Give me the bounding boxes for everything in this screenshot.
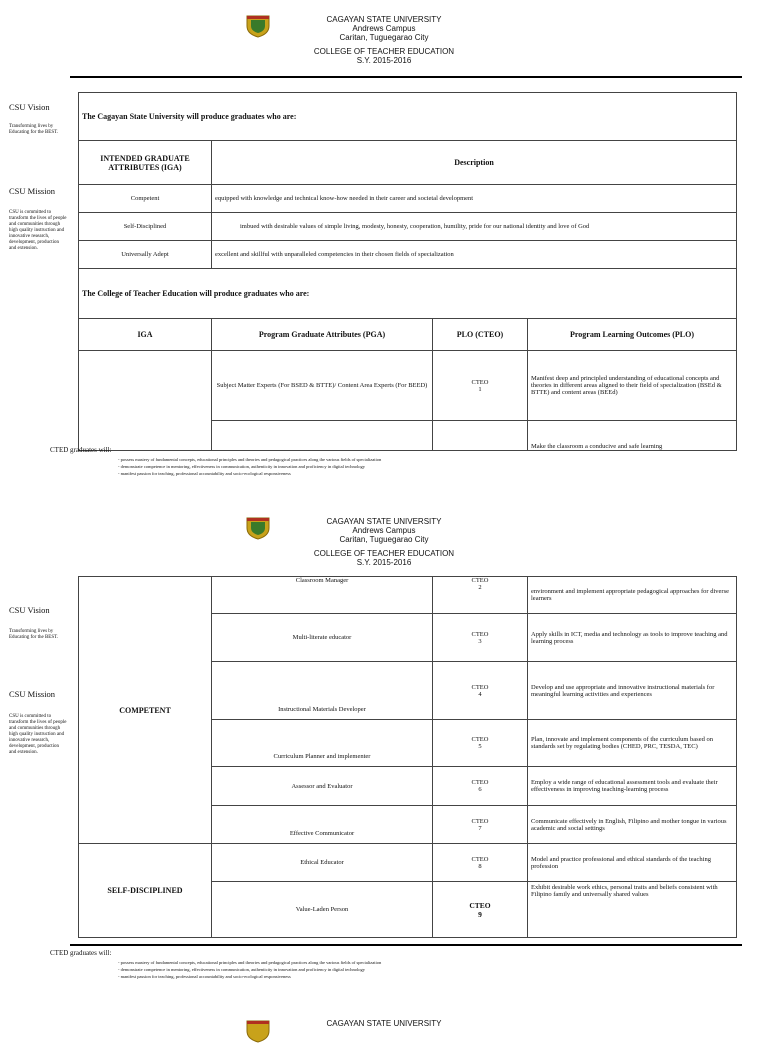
iga-description: equipped with knowledge and technical know-how needed in their career and societal development [212, 185, 737, 213]
footer-bullet: - demonstrate competence in mentoring, effectiveness in communication, authenticity in innovation and proficiency in digital technology [118, 464, 365, 469]
iga-description: imbued with desirable values of simple living, modesty, honesty, cooperation, humility, pride for our national identity and love of God [212, 213, 737, 241]
plo-text-cut: Make the classroom a conducive and safe learning [531, 443, 663, 450]
mission-text: CSU is committed to transform the lives of people and communities through high quality instruction and innovative research, development, production and extension. [9, 210, 67, 251]
cte-intro: The College of Teacher Education will produce graduates who are: [79, 269, 737, 319]
page2-footer [50, 949, 111, 957]
cteo-cell [433, 421, 528, 451]
cteo-label: CTEO [471, 855, 489, 863]
school-year: S.Y. 2015-2016 [356, 558, 412, 567]
page-header [0, 517, 768, 567]
pga-cell: Assessor and Evaluator [212, 767, 433, 806]
cteo-cell [433, 767, 528, 806]
pga-cell: Instructional Materials Developer [212, 662, 433, 720]
vision-text: Transforming lives by Educating for the BEST. [9, 124, 59, 135]
cteo-cell [433, 577, 528, 614]
cteo-label: CTEO [471, 378, 489, 386]
vision-text: Transforming lives by Educating for the BEST. [9, 629, 59, 640]
col-plo-cteo: PLO (CTEO) [433, 319, 528, 351]
mission-title: CSU Mission [9, 186, 56, 196]
pga-cell: Value-Laden Person [212, 882, 433, 938]
cteo-label: CTEO [471, 779, 489, 786]
col-plo: Program Learning Outcomes (PLO) [528, 319, 737, 351]
page1-footer [50, 446, 111, 454]
vision-title: CSU Vision [9, 605, 50, 615]
campus-address: Caritan, Tuguegarao City [339, 535, 429, 544]
campus-address: Caritan, Tuguegarao City [339, 33, 429, 42]
competent-label: COMPETENT [79, 577, 212, 844]
page1-table-wrap [78, 92, 738, 450]
college-name: COLLEGE OF TEACHER EDUCATION [313, 549, 455, 558]
footer-bullet: - manifest passion for teaching, professional accountability and socio-ecological responsiveness [118, 974, 291, 979]
university-name: CAGAYAN STATE UNIVERSITY [326, 1019, 442, 1028]
pga-cell: Ethical Educator [212, 844, 433, 882]
footer-bullet: - manifest passion for teaching, professional accountability and socio-ecological responsiveness [118, 471, 291, 476]
plo-cell: Apply skills in ICT, media and technology as tools to improve teaching and learning process [528, 614, 737, 662]
iga-name: Universally Adept [79, 241, 212, 269]
vision-title: CSU Vision [9, 102, 50, 112]
college-name: COLLEGE OF TEACHER EDUCATION [313, 47, 455, 56]
cteo-label: CTEO [469, 900, 491, 910]
plo-cell: Exhibit desirable work ethics, personal traits and beliefs consistent with Filipino family and universally shared values [528, 882, 737, 938]
iga-name: Competent [79, 185, 212, 213]
cteo-number: 7 [478, 824, 482, 832]
col-pga: Program Graduate Attributes (PGA) [212, 319, 433, 351]
pga-cell [212, 421, 433, 451]
cteo-number: 8 [478, 862, 482, 870]
footer-bullet: - possess mastery of fundamental concepts, educational principles and theories and pedagogical practices along the various fields of specialization [118, 960, 382, 965]
cteo-label: CTEO [471, 817, 489, 825]
mission-text: CSU is committed to transform the lives of people and communities through high quality instruction and innovative research, development, production and extension. [9, 714, 67, 755]
footer-bullet: - demonstrate competence in mentoring, effectiveness in communication, authenticity in innovation and proficiency in digital technology [118, 967, 365, 972]
cteo-label: CTEO [471, 630, 489, 638]
self-disciplined-label: SELF-DISCIPLINED [79, 844, 212, 938]
cteo-number: 3 [478, 637, 482, 645]
plo-cell: Employ a wide range of educational assessment tools and evaluate their effectiveness in improving teaching-learning process [528, 767, 737, 806]
page2-table [78, 576, 737, 938]
plo-cell: Develop and use appropriate and innovative instructional materials for meaningful learning activities and experiences [528, 662, 737, 720]
cteo-cell [433, 720, 528, 767]
footer-bullet: - possess mastery of fundamental concepts, educational principles and theories and pedagogical practices along the various fields of specialization [118, 457, 382, 462]
plo-cell [528, 421, 737, 451]
footer-title: CTED graduates will: [50, 446, 112, 454]
pga-cell: Multi-literate educator [212, 614, 433, 662]
footer-rule [70, 944, 742, 946]
cteo-cell [433, 844, 528, 882]
page1-table [78, 92, 737, 451]
pga-cell: Curriculum Planner and implementer [212, 720, 433, 767]
page-header [0, 15, 768, 65]
cteo-label: CTEO [471, 577, 489, 584]
cteo-cell [433, 614, 528, 662]
iga-name: Self-Disciplined [79, 213, 212, 241]
col-iga: IGA [79, 319, 212, 351]
cteo-label: CTEO [471, 736, 489, 743]
iga-description: excellent and skillful with unparalleled competencies in their chosen fields of specialization [212, 241, 737, 269]
cteo-cell [433, 351, 528, 421]
iga-cell [79, 351, 212, 451]
cteo-number: 6 [478, 786, 482, 793]
school-year: S.Y. 2015-2016 [356, 56, 412, 65]
campus-name: Andrews Campus [352, 526, 416, 535]
pga-cell: Classroom Manager [212, 577, 433, 614]
description-header: Description [212, 141, 737, 185]
plo-cell: Model and practice professional and ethical standards of the teaching profession [528, 844, 737, 882]
cteo-number: 4 [478, 690, 482, 698]
csu-intro: The Cagayan State University will produce graduates who are: [79, 93, 737, 141]
university-name: CAGAYAN STATE UNIVERSITY [326, 15, 442, 24]
page2-table-wrap [78, 577, 738, 942]
footer-title: CTED graduates will: [50, 949, 112, 957]
university-name: CAGAYAN STATE UNIVERSITY [326, 517, 442, 526]
cteo-cell [433, 882, 528, 938]
plo-cell: environment and implement appropriate pedagogical approaches for diverse learners [528, 577, 737, 614]
plo-cell: Communicate effectively in English, Filipino and mother tongue in various academic and social settings [528, 806, 737, 844]
plo-cell: Plan, innovate and implement components of the curriculum based on standards set by regulating bodies (CHED, PRC, TESDA, TEC) [528, 720, 737, 767]
cteo-number: 5 [478, 743, 482, 750]
pga-cell: Subject Matter Experts (For BSED & BTTE)/ Content Area Experts (For BEED) [212, 351, 433, 421]
cteo-number: 1 [478, 385, 482, 393]
header-rule [70, 76, 742, 78]
cteo-cell [433, 662, 528, 720]
cteo-label: CTEO [471, 683, 489, 691]
campus-name: Andrews Campus [352, 24, 416, 33]
cteo-number: 2 [478, 584, 482, 591]
page3-header [0, 1019, 768, 1028]
pga-cell: Effective Communicator [212, 806, 433, 844]
plo-cell: Manifest deep and principled understanding of educational concepts and theories in different areas aligned to their field of specialization (BSEd & BTTE) and content areas (BEEd) [528, 351, 737, 421]
cteo-cell [433, 806, 528, 844]
iga-header: INTENDED GRADUATE ATTRIBUTES (IGA) [79, 141, 212, 185]
cteo-number: 9 [478, 909, 482, 919]
mission-title: CSU Mission [9, 689, 56, 699]
